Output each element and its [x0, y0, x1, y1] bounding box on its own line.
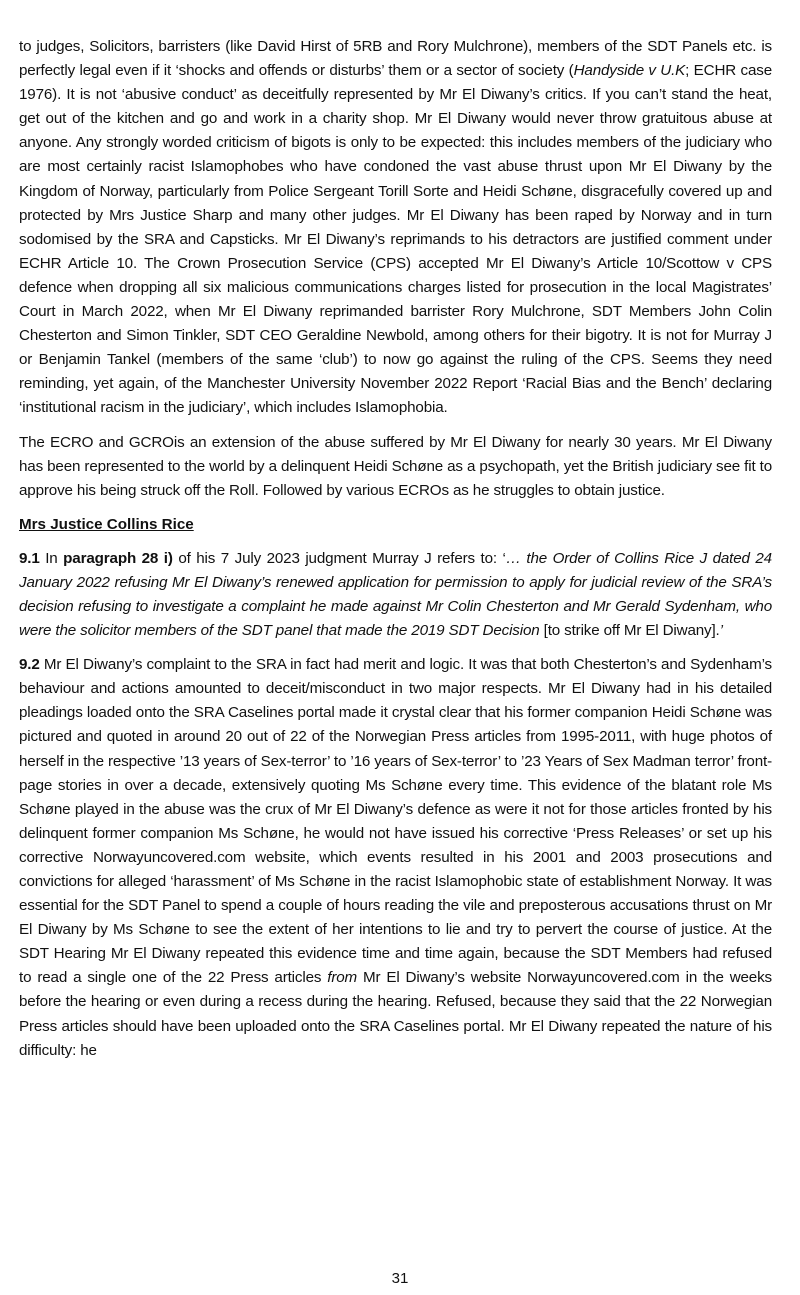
text-run: [to strike off Mr El Diwany]. [539, 622, 720, 640]
case-citation: Handyside v U.K [573, 62, 686, 80]
paragraph-9-2 [19, 653, 772, 1063]
page-number: 31 [391, 1270, 409, 1287]
closing-quote: ’ [719, 622, 723, 640]
paragraph-number: 9.2 [19, 656, 40, 674]
quoted-order: … the Order of Collins Rice J dated 24 January 2022 refusing Mr El Diwany’s renewed application for permission to apply for judicial review of the SRA’s decision refusing to investigate a complaint he made against Mr Colin Chesterton and Mr Gerald Sydenham, who were the solicitor members of the SDT panel that made the 2019 SDT Decision [19, 549, 772, 640]
paragraph-ecro-gcro: The ECRO and GCROis an extension of the abuse suffered by Mr El Diwany for nearly 30 years. Mr El Diwany has been represented to the world by a delinquent Heidi Schøne as a psychopath, yet the British judiciary see fit to approve his being struck off the Roll. Followed by various ECROs as he struggles to obtain justice. [19, 433, 772, 499]
text-run: to judges, Solicitors, barristers (like David Hirst of 5RB and Rory Mulchrone), members of the SDT Panels etc. is perfectly legal even if it ‘shocks and offends or disturbs’ them or a sector of society ( [19, 38, 772, 80]
paragraph-9-1 [19, 547, 772, 643]
paragraph-reference: paragraph 28 i) [63, 549, 173, 567]
document-page [19, 35, 772, 1073]
paragraph-article10-defence [19, 35, 772, 421]
text-run: In [39, 549, 64, 567]
text-run: of his 7 July 2023 judgment Murray J refers to: ‘ [172, 549, 506, 567]
text-run: Mr El Diwany’s website Norwayuncovered.com in the weeks before the hearing or even during a recess during the hearing. Refused, because they said that the 22 Norwegian Press articles should have been uploaded onto the SRA Caselines portal. Mr El Diwany repeated the nature of his difficulty: he [19, 969, 772, 1059]
emphasis-from: from [327, 969, 358, 987]
text-run: Mr El Diwany’s complaint to the SRA in fact had merit and logic. It was that both Chesterton’s and Sydenham’s behaviour and actions amounted to deceit/misconduct in two major respects. Mr El Diwany had in his detailed pleadings loaded onto the SRA Caselines portal made it crystal clear that his former companion Heidi Schøne was pictured and quoted in around 20 out of 22 of the Norwegian Press articles from 1995-2011, with huge photos of herself in the respective ’13 years of Sex-terror’ to ’16 years of Sex-terror’ to ’23 Years of Sex Madman terror’ front-page stories in over a decade, extensively quoting Ms Schøne every time. This evidence of the blatant role Ms Schøne played in the abuse was the crux of Mr El Diwany’s defence as were it not for those articles fronted by his delinquent former companion Ms Schøne, he would not have issued his corrective ‘Press Releases’ or set up his corrective Norwayuncovered.com website, which events resulted in his 2001 and 2003 prosecutions and convictions for alleged ‘harassment’ of Ms Schøne in the racist Islamophobic state of establishment Norway. It was essential for the SDT Panel to spend a couple of hours reading the vile and preposterous accusations thrust on Mr El Diwany by Ms Schøne to see the extent of her intentions to lie and try to pervert the course of justice. At the SDT Hearing Mr El Diwany repeated this evidence time and time again, because the SDT Members had refused to read a single one of the 22 Press articles [19, 656, 772, 987]
text-run: ; ECHR case 1976). It is not ‘abusive conduct’ as deceitfully represented by Mr El Diwany’s critics. If you can’t stand the heat, get out of the kitchen and go and work in a charity shop. Mr El Diwany would never throw gratuitous abuse at anyone. Any strongly worded criticism of bigots is only to be expected: this includes members of the judiciary who are most certainly racist Islamophobes who have condoned the vast abuse thrust upon Mr El Diwany by the Kingdom of Norway, particularly from Police Sergeant Torill Sorte and Heidi Schøne, disgracefully covered up and protected by Mrs Justice Sharp and many other judges. Mr El Diwany has been raped by Norway and in turn sodomised by the SRA and Capsticks. Mr El Diwany’s reprimands to his detractors are justified comment under ECHR Article 10. The Crown Prosecution Service (CPS) accepted Mr El Diwany’s Article 10/Scottow v CPS defence when dropping all six malicious communications charges listed for prosecution in the local Magistrates’ Court in March 2022, when Mr El Diwany reprimanded barrister Rory Mulchrone, SDT Members John Colin Chesterton and Simon Tinkler, SDT CEO Geraldine Newbold, among others for their bigotry. It is not for Murray J or Benjamin Tankel (members of the same ‘club’) to now go against the ruling of the CPS. Seems they need reminding, yet again, of the Manchester University November 2022 Report ‘Racial Bias and the Bench’ declaring ‘institutional racism in the judiciary’, which includes Islamophobia. [19, 62, 772, 417]
section-heading: Mrs Justice Collins Rice [19, 515, 194, 533]
paragraph-number: 9.1 [19, 549, 40, 567]
